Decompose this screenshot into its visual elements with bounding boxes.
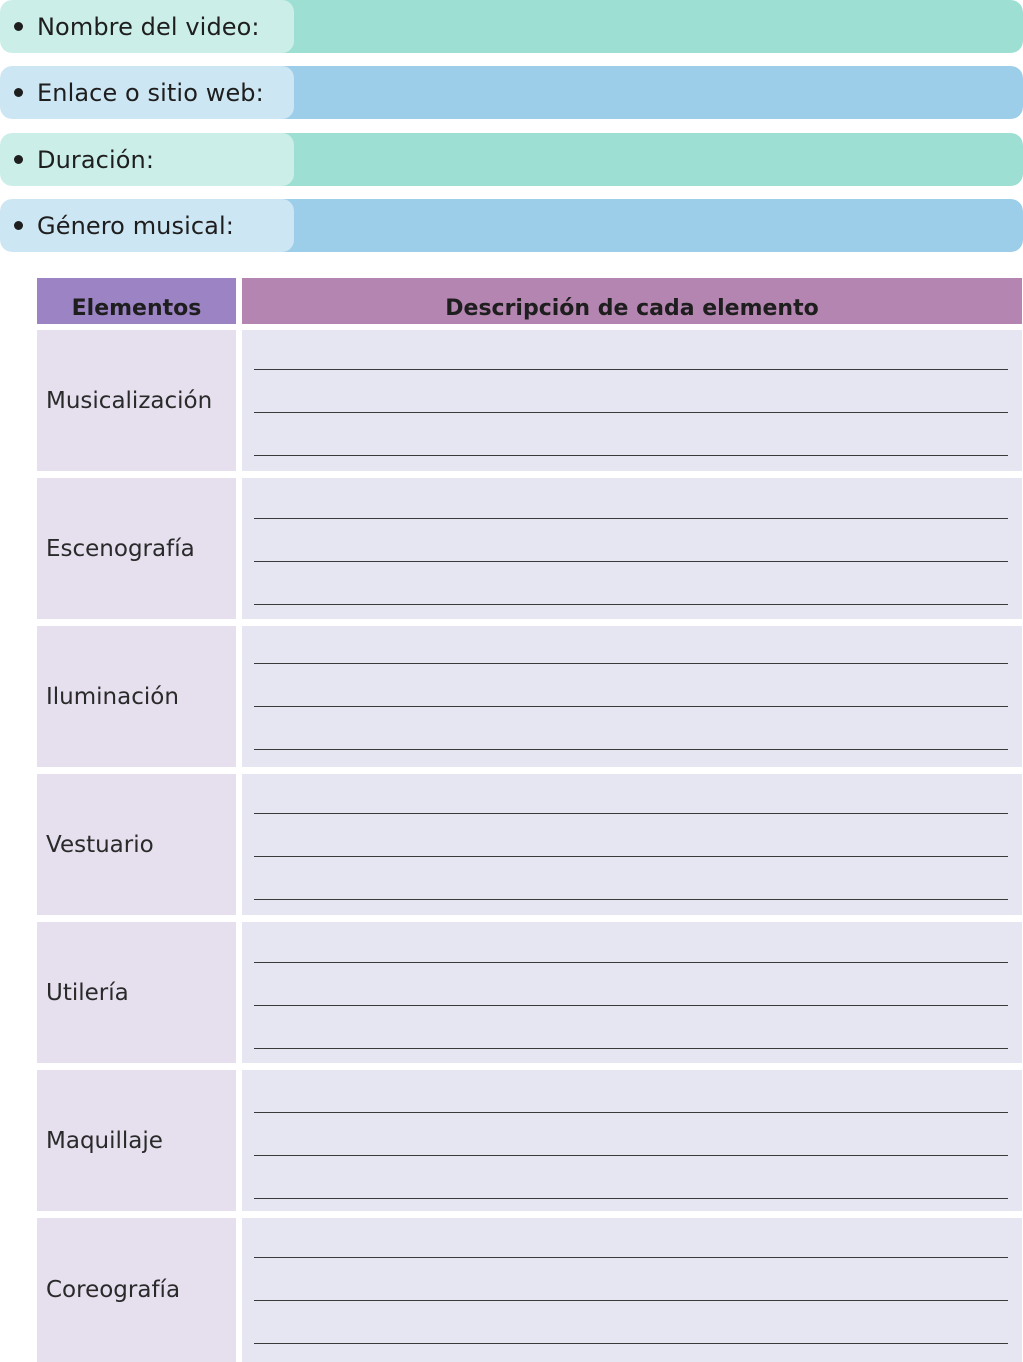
link-input[interactable]: [280, 66, 1023, 119]
bullet-icon: [14, 22, 23, 31]
video-name-label-box: [0, 0, 294, 53]
description-header: Descripción de cada elemento: [242, 278, 1022, 324]
element-cell-coreografia: Coreografía: [37, 1218, 236, 1362]
writing-line: [254, 1198, 1008, 1199]
writing-line: [254, 1112, 1008, 1113]
writing-line: [254, 1300, 1008, 1301]
link-label-box: [0, 66, 294, 119]
duration-label: Duración:: [37, 145, 155, 174]
writing-line: [254, 1155, 1008, 1156]
writing-line: [254, 899, 1008, 900]
writing-line: [254, 412, 1008, 413]
writing-line: [254, 455, 1008, 456]
description-cell-vestuario[interactable]: [242, 774, 1022, 915]
element-cell-utileria: Utilería: [37, 922, 236, 1063]
elements-header: Elementos: [37, 278, 236, 324]
description-cell-coreografia[interactable]: [242, 1218, 1022, 1362]
element-cell-escenografia: Escenografía: [37, 478, 236, 619]
writing-line: [254, 561, 1008, 562]
writing-line: [254, 1048, 1008, 1049]
writing-line: [254, 1005, 1008, 1006]
writing-line: [254, 518, 1008, 519]
description-cell-iluminacion[interactable]: [242, 626, 1022, 767]
writing-line: [254, 1343, 1008, 1344]
writing-line: [254, 706, 1008, 707]
writing-line: [254, 1257, 1008, 1258]
genre-label-box: [0, 199, 294, 252]
duration-label-box: [0, 133, 294, 186]
bullet-icon: [14, 88, 23, 97]
writing-line: [254, 962, 1008, 963]
genre-input[interactable]: [280, 199, 1023, 252]
description-cell-utileria[interactable]: [242, 922, 1022, 1063]
writing-line: [254, 663, 1008, 664]
writing-line: [254, 749, 1008, 750]
duration-field: [0, 133, 1023, 186]
description-cell-escenografia[interactable]: [242, 478, 1022, 619]
description-cell-maquillaje[interactable]: [242, 1070, 1022, 1211]
video-name-field: [0, 0, 1023, 53]
genre-label: Género musical:: [37, 211, 234, 240]
video-name-label: Nombre del video:: [37, 12, 260, 41]
element-cell-iluminacion: Iluminación: [37, 626, 236, 767]
link-label: Enlace o sitio web:: [37, 78, 264, 107]
writing-line: [254, 604, 1008, 605]
duration-input[interactable]: [280, 133, 1023, 186]
video-name-input[interactable]: [280, 0, 1023, 53]
description-cell-musicalizacion[interactable]: [242, 330, 1022, 471]
element-cell-musicalizacion: Musicalización: [37, 330, 236, 471]
element-cell-maquillaje: Maquillaje: [37, 1070, 236, 1211]
bullet-icon: [14, 221, 23, 230]
bullet-icon: [14, 155, 23, 164]
writing-line: [254, 813, 1008, 814]
genre-field: [0, 199, 1023, 252]
writing-line: [254, 856, 1008, 857]
writing-line: [254, 369, 1008, 370]
link-field: [0, 66, 1023, 119]
element-cell-vestuario: Vestuario: [37, 774, 236, 915]
